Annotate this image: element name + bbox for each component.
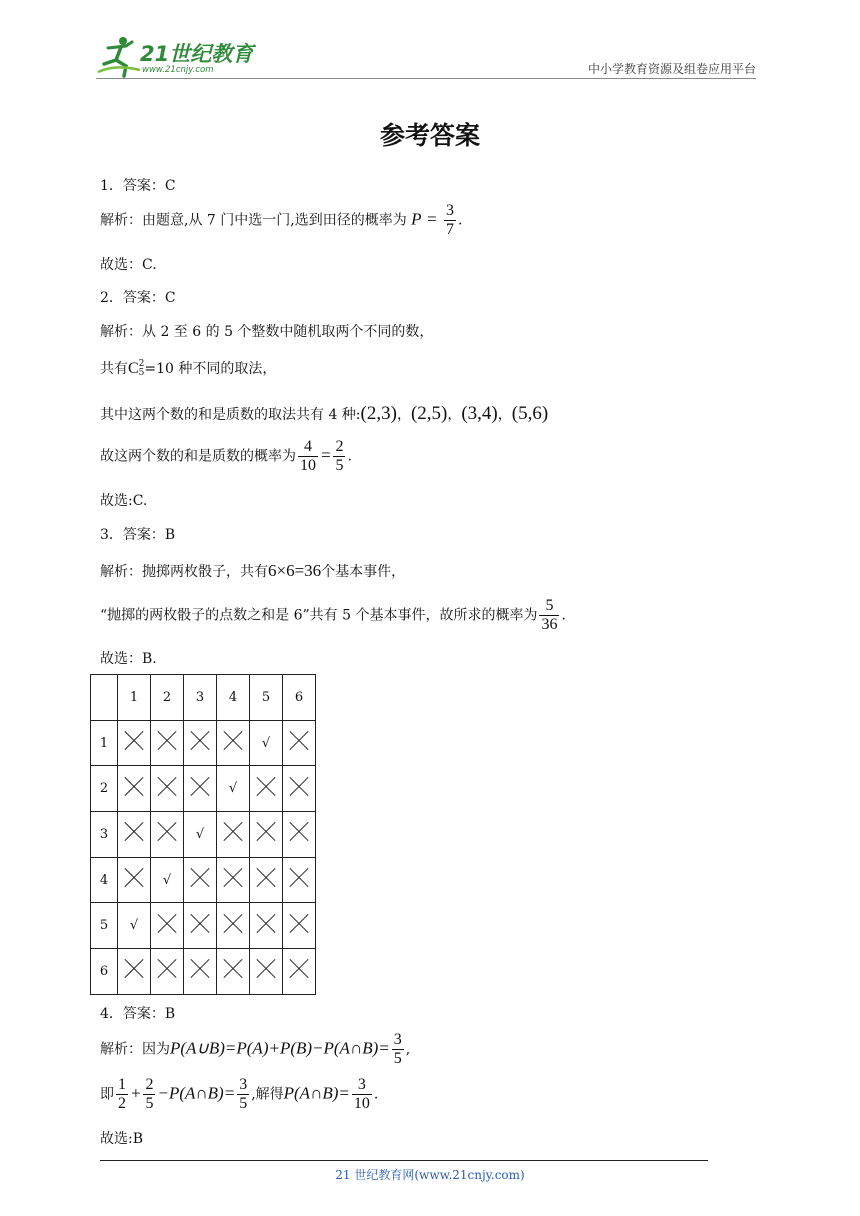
q2-conclusion: 故选:C. <box>100 493 148 509</box>
q2-f1-num: 4 <box>298 438 318 457</box>
q4-a-num: 1 <box>118 1076 126 1093</box>
cross-mark-icon <box>223 731 243 751</box>
q2-pair-3: (3,4) <box>461 403 498 424</box>
q4-frac-c <box>237 1076 249 1113</box>
header-divider <box>96 78 756 79</box>
table-cell <box>118 949 151 995</box>
table-cell <box>217 857 250 903</box>
q2-f2-num: 2 <box>335 438 344 455</box>
row-header: 3 <box>91 812 118 858</box>
cross-mark-icon <box>289 777 309 797</box>
table-cell <box>118 857 151 903</box>
q1-fraction <box>444 202 456 239</box>
table-cell <box>283 812 316 858</box>
table-cell <box>283 720 316 766</box>
q3-line1-math: 6×6=36 <box>268 561 322 580</box>
q4-line2-pre: 即 <box>100 1086 114 1103</box>
table-cell <box>250 720 283 766</box>
cross-mark-icon <box>157 959 177 979</box>
table-cell <box>184 857 217 903</box>
table-cell <box>217 720 250 766</box>
q3-f-den: 36 <box>541 616 558 633</box>
table-row <box>91 812 316 858</box>
row-header: 5 <box>91 903 118 949</box>
q2-end: . <box>347 448 352 465</box>
q4-frac-b <box>143 1076 155 1113</box>
q2-pair-4: (5,6) <box>511 403 549 424</box>
cross-mark-icon <box>190 777 210 797</box>
table-cell <box>151 720 184 766</box>
q2-f2-den: 5 <box>335 457 344 474</box>
q3-line2 <box>100 597 566 634</box>
cross-mark-icon <box>256 822 276 842</box>
q4-solve: ,解得 <box>251 1086 284 1103</box>
table-cell <box>217 949 250 995</box>
q4-d-den: 10 <box>353 1095 370 1112</box>
q4-fraction-1 <box>392 1031 404 1068</box>
table-header-row <box>91 675 316 721</box>
q4-line1-pre: 解析：因为 <box>100 1041 170 1058</box>
q1-analysis <box>100 202 462 239</box>
q4-line1-math: P(A∪B)=P(A)+P(B)−P(A∩B)= <box>170 1038 390 1058</box>
q2-answer: 2．答案：C <box>100 290 176 306</box>
q2-sep-2: ， <box>447 407 462 423</box>
table-cell <box>283 857 316 903</box>
q4-b-num: 2 <box>145 1076 154 1093</box>
q2-f1-den: 10 <box>300 457 316 474</box>
table-cell <box>118 812 151 858</box>
cross-mark-icon <box>289 822 309 842</box>
q2-pair-2: (2,5) <box>410 403 448 424</box>
q4-d-num: 3 <box>352 1076 372 1095</box>
cross-mark-icon <box>223 914 243 934</box>
cross-mark-icon <box>124 959 144 979</box>
cross-mark-icon <box>157 731 177 751</box>
cross-mark-icon <box>223 822 243 842</box>
cross-mark-icon <box>157 914 177 934</box>
page-title: 参考答案 <box>379 121 480 150</box>
cross-mark-icon <box>190 914 210 934</box>
table-cell <box>151 766 184 812</box>
table-cell <box>151 857 184 903</box>
q2-comb-c: C <box>128 360 139 377</box>
q1-p: P <box>411 209 422 229</box>
table-cell <box>184 903 217 949</box>
page-header <box>96 30 756 80</box>
logo-url: www.21cnjy.com <box>142 65 214 75</box>
check-mark: √ <box>195 826 205 842</box>
q4-f1-num: 3 <box>393 1031 402 1048</box>
cross-mark-icon <box>289 868 309 888</box>
column-header: 1 <box>118 675 151 721</box>
row-header: 1 <box>91 720 118 766</box>
q3-line1-post: 个基本事件， <box>321 564 406 580</box>
q3-line1-pre: 解析：抛掷两枚骰子，共有 <box>100 564 268 580</box>
q1-end: . <box>457 212 463 229</box>
q2-line4-pre: 故这两个数的和是质数的概率为 <box>100 448 296 465</box>
runner-icon <box>96 34 142 78</box>
check-mark: √ <box>129 918 139 934</box>
cross-mark-icon <box>256 959 276 979</box>
q2-fraction-1 <box>298 438 318 475</box>
page-footer: 21 世纪教育网(www.21cnjy.com) <box>335 1168 525 1182</box>
q1-eq: = <box>426 209 438 229</box>
cross-mark-icon <box>256 914 276 934</box>
q2-comb-sup: 2 <box>138 359 145 369</box>
table-cell <box>184 949 217 995</box>
cross-mark-icon <box>124 777 144 797</box>
table-cell <box>118 720 151 766</box>
cross-mark-icon <box>223 868 243 888</box>
q4-line1 <box>100 1031 410 1068</box>
table-cell <box>151 812 184 858</box>
table-cell <box>151 903 184 949</box>
table-row <box>91 903 316 949</box>
q3-end: . <box>561 607 566 624</box>
site-logo <box>96 34 266 78</box>
table-cell <box>250 857 283 903</box>
q2-line2 <box>100 358 276 378</box>
q4-plus: + <box>130 1083 142 1103</box>
cross-mark-icon <box>289 914 309 934</box>
row-header: 4 <box>91 857 118 903</box>
cross-mark-icon <box>190 868 210 888</box>
table-cell <box>250 766 283 812</box>
q2-line4 <box>100 438 352 475</box>
check-mark: √ <box>162 872 172 888</box>
q1-analysis-text: 解析：由题意,从 7 门中选一门,选到田径的概率为 <box>100 212 407 229</box>
cross-mark-icon <box>256 777 276 797</box>
row-header: 6 <box>91 949 118 995</box>
cross-mark-icon <box>157 822 177 842</box>
column-header: 2 <box>151 675 184 721</box>
q2-line2-post: =10 种不同的取法， <box>144 361 277 377</box>
cross-mark-icon <box>190 959 210 979</box>
q1-conclusion: 故选：C. <box>100 257 157 273</box>
cross-mark-icon <box>256 868 276 888</box>
q4-end: . <box>373 1086 379 1103</box>
q3-conclusion: 故选：B. <box>100 651 157 667</box>
footer-divider <box>100 1160 708 1161</box>
q4-line1-end: , <box>405 1041 411 1058</box>
q2-line3-pre: 其中这两个数的和是质数的取法共有 4 种: <box>100 407 361 423</box>
platform-name: 中小学教育资源及组卷应用平台 <box>587 62 756 76</box>
q4-solve-math: P(A∩B)= <box>283 1083 350 1103</box>
q1-den: 7 <box>445 221 454 238</box>
check-mark: √ <box>228 781 238 797</box>
logo-text: 21世纪教育 <box>140 42 254 66</box>
cross-mark-icon <box>190 731 210 751</box>
cross-mark-icon <box>289 731 309 751</box>
q2-comb-sub: 5 <box>138 368 145 378</box>
q4-conclusion: 故选:B <box>100 1131 144 1147</box>
q1-num: 3 <box>445 202 454 219</box>
table-cell <box>217 812 250 858</box>
cross-mark-icon <box>289 959 309 979</box>
table-cell <box>118 903 151 949</box>
q4-a-den: 2 <box>118 1095 126 1112</box>
column-header: 3 <box>184 675 217 721</box>
q1-answer: 1．答案：C <box>100 178 176 194</box>
q4-frac-a <box>116 1076 128 1113</box>
cross-mark-icon <box>124 822 144 842</box>
cross-mark-icon <box>223 959 243 979</box>
table-cell <box>217 903 250 949</box>
table-cell <box>184 812 217 858</box>
column-header: 5 <box>250 675 283 721</box>
cross-mark-icon <box>124 868 144 888</box>
table-cell <box>283 766 316 812</box>
dice-table <box>90 674 316 995</box>
cross-mark-icon <box>157 777 177 797</box>
table-cell <box>184 766 217 812</box>
q3-fraction <box>539 597 559 634</box>
q4-b-den: 5 <box>145 1095 154 1112</box>
q3-f-num: 5 <box>539 597 559 616</box>
q2-fraction-2 <box>333 438 345 475</box>
q4-answer: 4．答案：B <box>100 1006 176 1022</box>
column-header: 4 <box>217 675 250 721</box>
table-cell <box>118 766 151 812</box>
q2-line3 <box>100 403 548 425</box>
q4-minus-term: −P(A∩B)= <box>157 1083 236 1103</box>
table-corner-cell <box>91 675 118 721</box>
table-row <box>91 949 316 995</box>
q4-frac-d <box>352 1076 372 1113</box>
q4-f1-den: 5 <box>393 1050 402 1067</box>
table-cell <box>283 903 316 949</box>
q2-sep-1: ， <box>396 407 411 423</box>
q2-pair-1: (2,3) <box>360 403 397 424</box>
table-cell <box>151 949 184 995</box>
cross-mark-icon <box>124 731 144 751</box>
table-cell <box>250 903 283 949</box>
table-cell <box>184 720 217 766</box>
table-row <box>91 857 316 903</box>
q2-line2-pre: 共有 <box>100 361 128 377</box>
q4-line2 <box>100 1076 378 1113</box>
column-header: 6 <box>283 675 316 721</box>
check-mark: √ <box>261 735 271 751</box>
q4-c-num: 3 <box>239 1076 248 1093</box>
table-cell <box>250 949 283 995</box>
table-row <box>91 766 316 812</box>
q3-line2-pre: “抛掷的两枚骰子的点数之和是 6”共有 5 个基本事件，故所求的概率为 <box>100 607 538 624</box>
table-cell <box>217 766 250 812</box>
q3-line1 <box>100 561 405 581</box>
table-cell <box>283 949 316 995</box>
row-header: 2 <box>91 766 118 812</box>
table-row <box>91 720 316 766</box>
q3-answer: 3．答案：B <box>100 527 176 543</box>
table-cell <box>250 812 283 858</box>
q2-eq: = <box>320 445 332 465</box>
q4-c-den: 5 <box>239 1095 248 1112</box>
q2-line1: 解析：从 2 至 6 的 5 个整数中随机取两个不同的数， <box>100 324 434 340</box>
q2-sep-3: ， <box>497 407 512 423</box>
